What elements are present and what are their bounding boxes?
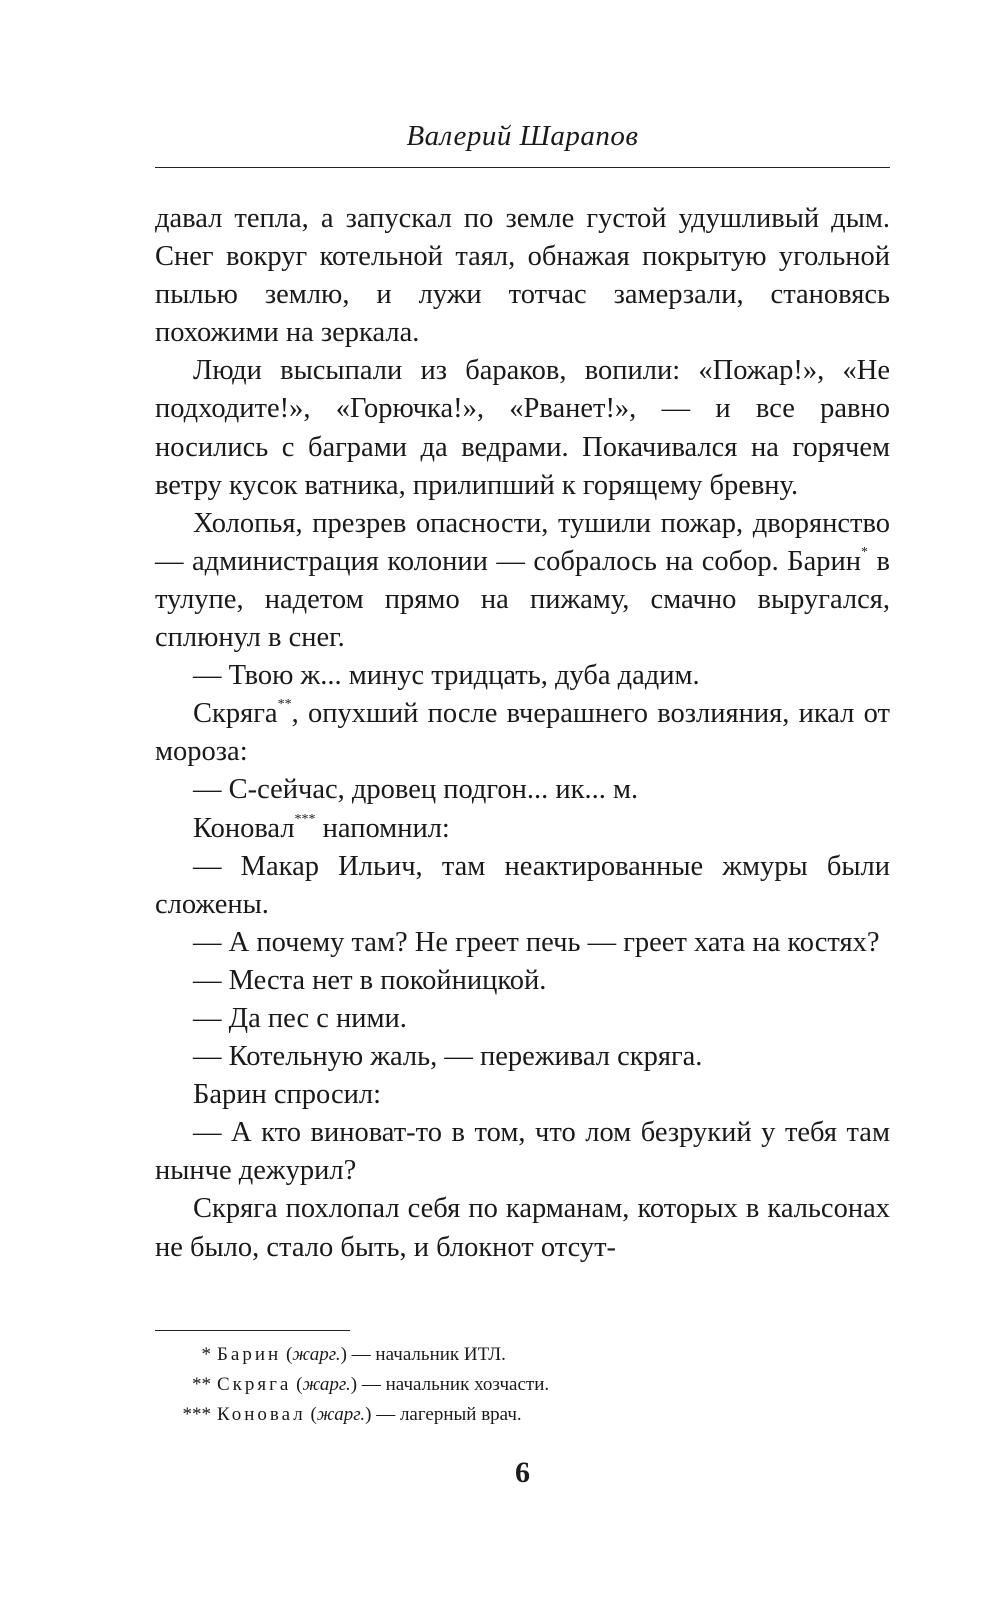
footnote-note: жарг. — [316, 1404, 366, 1425]
footnote-mark: *** — [182, 1404, 211, 1425]
paragraph: Барин спросил: — [193, 1079, 382, 1111]
paragraph: — Места нет в покойницкой. — [193, 964, 547, 996]
paragraph: — А кто виноват-то в том, что лом безрукий у тебя там нынче дежурил? — [155, 1117, 890, 1187]
paragraph: — Да пес с ними. — [193, 1002, 407, 1034]
footnote-note: жарг. — [292, 1344, 341, 1365]
running-header: Валерий Шарапов — [406, 120, 639, 152]
body-text — [155, 200, 890, 1267]
header-rule — [155, 167, 890, 168]
paragraph: Люди высыпали из бараков, вопили: «Пожар!», «Не подходите!», «Горючка!», «Рванет!», — и все равно носились с баграми да ведрами. Покачивался на горячем ветру кусок ватника, прилипший к горящему бревну. — [155, 355, 890, 501]
paragraph: — А почему там? Не греет печь — греет хата на костях? — [193, 926, 880, 958]
footnote-term: Скряга — [217, 1374, 292, 1395]
footnote-definition: ) — начальник хозчасти. — [350, 1374, 550, 1395]
paragraph: — Твою ж... минус тридцать, дуба дадим. — [193, 660, 700, 692]
paragraph: давал тепла, а запускал по земле густой удушливый дым. Снег вокруг котельной таял, обнажая покрытую угольной пылью землю, и лужи тотчас замерзали, становясь похожими на зеркала. — [155, 203, 890, 349]
paragraph: — Макар Ильич, там неактированные жмуры были сложены. — [155, 850, 890, 920]
footnote-term: Коновал — [217, 1404, 306, 1425]
footnote-marker: * — [861, 544, 869, 560]
paragraph: — С-сейчас, дровец подгон... ик... м. — [193, 774, 639, 806]
paragraph: — Котельную жаль, — переживал скряга. — [193, 1041, 703, 1073]
footnote: *** Коновал (жарг.) — лагерный врач. — [155, 1400, 890, 1430]
paragraph: Коновал*** напомнил: — [193, 811, 450, 844]
paragraph: Холопья, презрев опасности, тушили пожар, дворянство — администрация колонии — собралось на собор. Барин* в тулупе, надетом прямо на пижаму, смачно выругался, сплюнул в снег. — [155, 507, 890, 654]
footnote-marker: ** — [277, 697, 292, 713]
footnote-term: Барин — [217, 1344, 282, 1365]
footnote-definition: ) — начальник ИТЛ. — [340, 1344, 506, 1365]
footnotes — [155, 1340, 890, 1430]
footnote-marker: *** — [294, 811, 316, 827]
footnote-rule — [155, 1330, 350, 1331]
paragraph: Скряга похлопал себя по карманам, которых в кальсонах не было, стало быть, и блокнот отсут- — [155, 1193, 890, 1263]
footnote-mark: ** — [192, 1374, 211, 1395]
footnote-note: жарг. — [302, 1374, 351, 1395]
paragraph: Скряга**, опухший после вчерашнего возлияния, икал от мороза: — [155, 697, 890, 768]
footnote: ** Скряга (жарг.) — начальник хозчасти. — [155, 1370, 890, 1400]
page-number: 6 — [515, 1456, 530, 1489]
footnote: * Барин (жарг.) — начальник ИТЛ. — [155, 1340, 890, 1370]
footnote-definition: ) — лагерный врач. — [365, 1404, 522, 1425]
footnote-mark: * — [201, 1344, 211, 1365]
